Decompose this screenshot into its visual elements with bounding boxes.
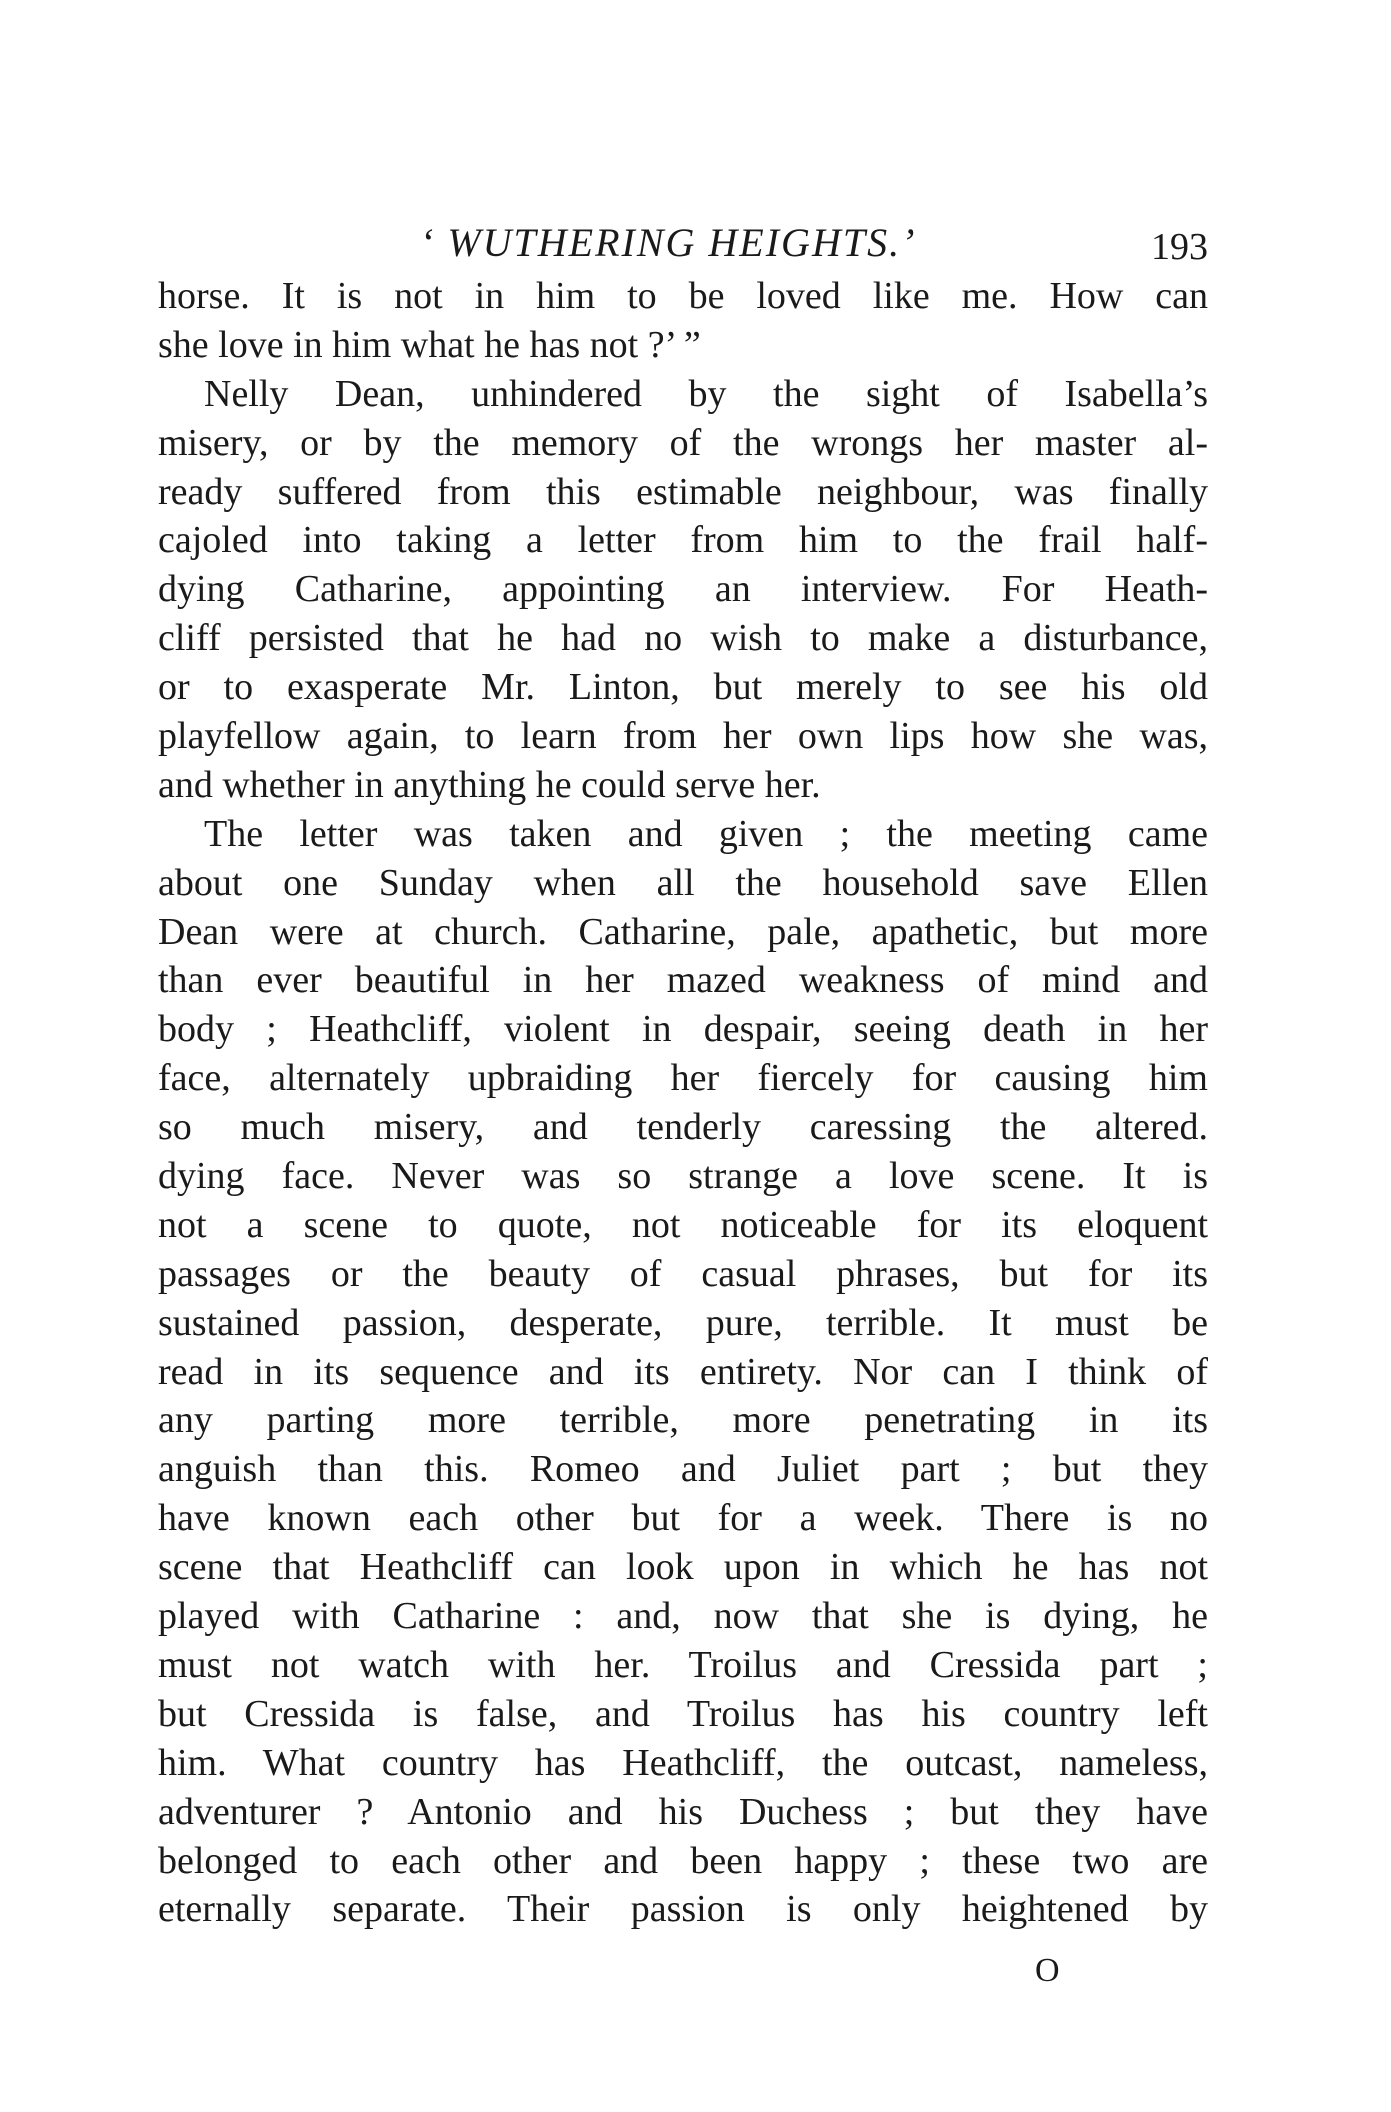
- text-line: she love in him what he has not ?’ ”: [158, 323, 701, 366]
- text-line: horse. It is not in him to be loved like me. How can: [158, 275, 1208, 317]
- text-line: read in its sequence and its entirety. Nor can I think of: [158, 1350, 1208, 1393]
- text-line: about one Sunday when all the household save Ellen: [158, 861, 1208, 904]
- text-line: passages or the beauty of casual phrases, but for its: [158, 1252, 1208, 1295]
- text-line: have known each other but for a week. There is no: [158, 1497, 1208, 1540]
- text-line: him. What country has Heathcliff, the outcast, nameless,: [158, 1741, 1208, 1784]
- text-line: face, alternately upbraiding her fiercely for causing him: [158, 1057, 1208, 1100]
- text-line: eternally separate. Their passion is only heightened by: [158, 1888, 1208, 1931]
- text-line: belonged to each other and been happy ; these two are: [158, 1839, 1208, 1882]
- text-line: must not watch with her. Troilus and Cressida part ;: [158, 1643, 1208, 1686]
- signature-mark: O: [1035, 1952, 1060, 1989]
- text-line: than ever beautiful in her mazed weakness of mind and: [158, 959, 1208, 1002]
- running-title: ‘ WUTHERING HEIGHTS.’: [420, 220, 917, 265]
- text-line: adventurer ? Antonio and his Duchess ; but they have: [158, 1790, 1208, 1833]
- text-line: scene that Heathcliff can look upon in which he has not: [158, 1546, 1208, 1589]
- text-line: Nelly Dean, unhindered by the sight of Isabella’s: [204, 372, 1208, 415]
- book-page: [158, 214, 1208, 1934]
- text-line: but Cressida is false, and Troilus has his country left: [158, 1692, 1208, 1735]
- text-line: anguish than this. Romeo and Juliet part ; but they: [158, 1448, 1208, 1491]
- body-text: [158, 272, 1208, 1934]
- text-line: dying Catharine, appointing an interview. For Heath-: [158, 568, 1208, 611]
- text-line: The letter was taken and given ; the meeting came: [204, 812, 1208, 855]
- text-line: and whether in anything he could serve her.: [158, 763, 821, 806]
- text-line: or to exasperate Mr. Linton, but merely to see his old: [158, 666, 1208, 709]
- text-line: body ; Heathcliff, violent in despair, seeing death in her: [158, 1008, 1208, 1051]
- text-line: played with Catharine : and, now that she is dying, he: [158, 1595, 1208, 1638]
- text-line: cajoled into taking a letter from him to the frail half-: [158, 519, 1208, 562]
- text-line: not a scene to quote, not noticeable for its eloquent: [158, 1203, 1208, 1246]
- text-line: dying face. Never was so strange a love scene. It is: [158, 1155, 1208, 1198]
- text-line: cliff persisted that he had no wish to make a disturbance,: [158, 617, 1208, 660]
- text-line: playfellow again, to learn from her own lips how she was,: [158, 715, 1208, 758]
- text-line: misery, or by the memory of the wrongs her master al-: [158, 421, 1208, 464]
- text-line: any parting more terrible, more penetrating in its: [158, 1399, 1208, 1442]
- text-line: sustained passion, desperate, pure, terrible. It must be: [158, 1301, 1208, 1344]
- text-line: ready suffered from this estimable neighbour, was finally: [158, 470, 1208, 513]
- text-line: so much misery, and tenderly caressing the altered.: [158, 1106, 1208, 1149]
- text-line: Dean were at church. Catharine, pale, apathetic, but more: [158, 910, 1208, 953]
- page-number: 193: [1151, 226, 1208, 268]
- running-head: [158, 214, 1208, 272]
